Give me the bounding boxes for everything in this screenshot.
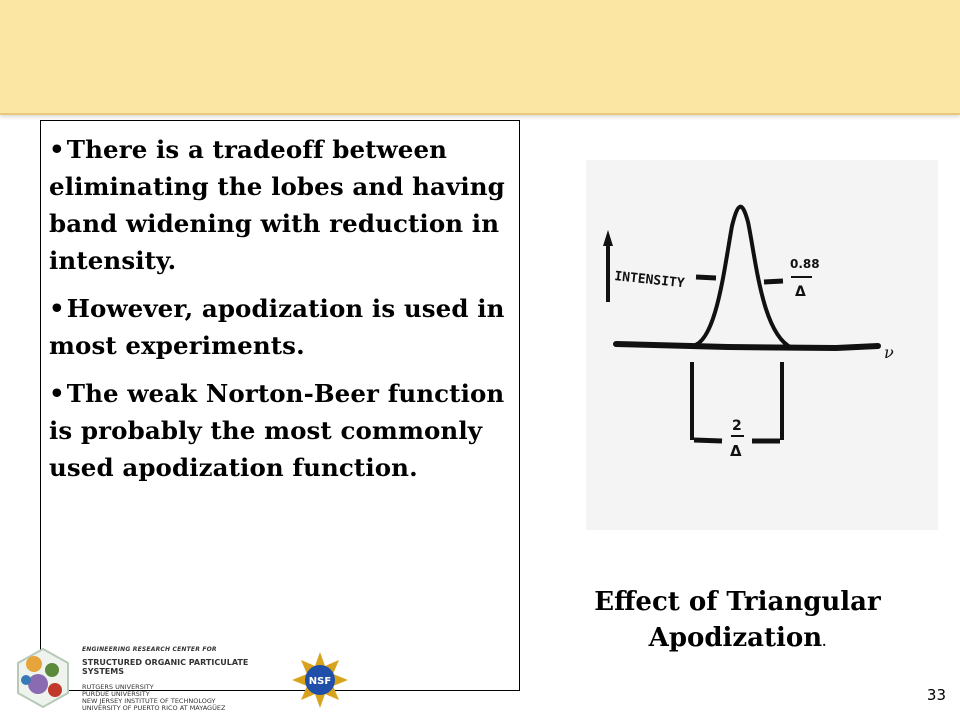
- figure-caption: [545, 584, 930, 660]
- university-name: RUTGERS UNIVERSITY: [82, 683, 154, 691]
- fwhm-delta-label: Δ: [795, 284, 806, 300]
- base-width-delta-label: Δ: [730, 442, 742, 460]
- fwhm-value-label: 0.88: [790, 257, 820, 271]
- frequency-axis-label: ν: [884, 343, 894, 362]
- intensity-axis-label: INTENSITY: [613, 269, 686, 292]
- caption-period: .: [822, 635, 827, 649]
- slide-number: 33: [926, 686, 946, 704]
- university-name: PURDUE UNIVERSITY: [82, 690, 150, 698]
- bullet-item: • The weak Norton-Beer function is probably the most commonly used apodization function.: [49, 375, 507, 486]
- erc-line1: ENGINEERING RESEARCH CENTER FOR: [82, 646, 217, 653]
- bullet-item: • There is a tradeoff between eliminating the lobes and having band widening with reduction in intensity.: [49, 131, 507, 279]
- bullet-item: • However, apodization is used in most experiments.: [49, 290, 507, 364]
- base-bracket-tick-left: [694, 440, 722, 441]
- footer-logo-area: [12, 640, 352, 720]
- fwhm-marker-right: [764, 281, 783, 282]
- nsf-logo: [290, 650, 350, 710]
- bullet-text-box: [40, 120, 520, 691]
- erc-line2: STRUCTURED ORGANIC PARTICULATE SYSTEMS: [82, 658, 249, 676]
- bullet-list: [41, 121, 519, 486]
- erc-text-block: [82, 646, 282, 712]
- university-name: NEW JERSEY INSTITUTE OF TECHNOLOGY: [82, 697, 216, 705]
- university-name: UNIVERSITY OF PUERTO RICO AT MAYAGÜEZ: [82, 704, 226, 712]
- slide-title-bar: [0, 0, 960, 115]
- nsf-logo-text: NSF: [308, 676, 332, 687]
- base-width-value-label: 2: [732, 418, 742, 434]
- erc-molecule-logo: [12, 646, 74, 716]
- caption-text: Effect of Triangular Apodization: [594, 587, 881, 653]
- fwhm-marker-left: [696, 277, 716, 278]
- triangular-apodization-figure: [586, 160, 938, 530]
